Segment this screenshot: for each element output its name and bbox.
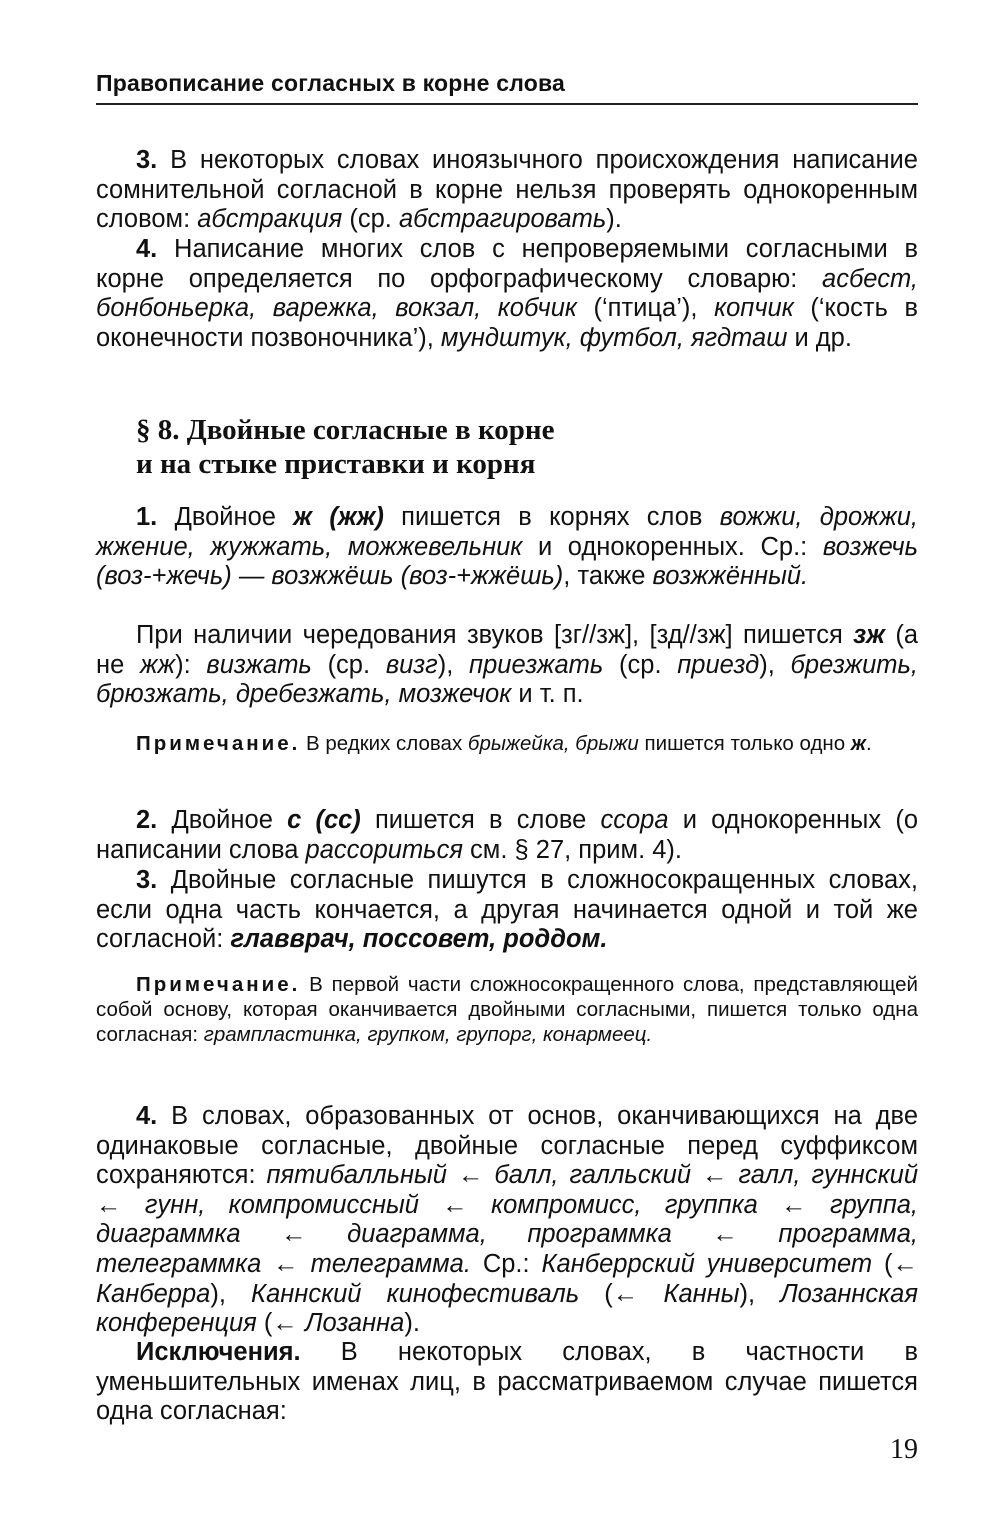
example-words: брезжить, брюзжать, дребезжать, мозжечок	[96, 650, 918, 709]
text: ):	[175, 650, 207, 679]
text: ).	[404, 1309, 420, 1338]
rule-4	[96, 1102, 918, 1339]
section-title-line1: § 8. Двойные согласные в корне	[136, 414, 555, 446]
example-words: главврач, поссовет, роддом.	[230, 925, 608, 954]
item-number: 3.	[136, 866, 158, 894]
rule-1-alternation	[96, 621, 918, 710]
paragraph-3	[96, 146, 918, 235]
example-word: рассориться	[305, 835, 463, 864]
text: Двойные согласные пишутся в сложносокращенных словах, если одна часть кончается, а другая начинается одной и той же согласной:	[96, 866, 918, 954]
text: см. § 27, прим. 4).	[462, 835, 682, 864]
item-number: 1.	[136, 503, 158, 531]
text: и др.	[787, 323, 852, 352]
text: (←	[872, 1249, 918, 1278]
running-head: Правописание согласных в корне слова	[96, 70, 566, 96]
text: и однокоренных. Ср.:	[522, 532, 823, 561]
example-word: копчик	[714, 294, 794, 323]
text: (‘птица’),	[576, 294, 715, 323]
example-word: приезжать	[469, 650, 604, 679]
text: Ср.:	[470, 1249, 542, 1278]
text: ),	[210, 1279, 252, 1308]
text: пишется в корнях слов	[383, 503, 720, 531]
example-word: абстрагировать	[398, 205, 607, 234]
example-words: Канберрский университет	[541, 1249, 873, 1278]
text: и т. п.	[511, 680, 584, 709]
letter-example: жж	[140, 650, 176, 679]
header-rule	[96, 103, 918, 105]
letter-example: ж (жж)	[293, 503, 384, 531]
text: При наличии чередования звуков [зг//зж], [зд//зж] пишется	[136, 621, 854, 649]
item-number: 2.	[136, 806, 158, 834]
note-label: Примечание.	[136, 732, 301, 755]
example-words: пятибалльный ← балл, галльский ← галл, гуннский ← гунн, компромиссный ← компромисс, группка ← группа, диаграммка ← диаграмма, программка ← программа, телеграммка ← телеграмма.	[96, 1161, 918, 1278]
text: ),	[739, 1279, 781, 1308]
item-number: 4.	[136, 1102, 158, 1130]
text: .	[865, 732, 872, 755]
text: В некоторых словах, в частности в уменьшительных именах лиц, в рассматриваемом случае пишется одна согласная:	[96, 1338, 918, 1426]
text: (а не	[96, 621, 919, 679]
example-words: грампластинка, групком, групорг, конармеец.	[203, 1023, 653, 1046]
text: Двойное	[157, 503, 294, 531]
text: (ср.	[311, 650, 386, 679]
text: (←	[256, 1309, 305, 1338]
paragraph-4	[96, 235, 918, 353]
example-word: абстракция	[197, 205, 343, 234]
text: Двойное	[157, 806, 288, 834]
example-words: мундштук, футбол, ягдташ	[440, 323, 788, 352]
section-title	[136, 413, 896, 481]
example-words: асбест, бонбоньерка, варежка, вокзал, кобчик	[96, 264, 918, 323]
item-number: 4.	[136, 235, 158, 263]
letter-example: зж	[853, 621, 885, 649]
example-word: Канберра	[96, 1279, 211, 1308]
example-word: визжать	[206, 650, 312, 679]
letter-example: ж	[850, 732, 866, 755]
note-2	[96, 972, 918, 1047]
example-words: возжечь (воз-+жечь) — возжжёшь (воз-+жжёшь)	[96, 532, 918, 591]
text: В первой части сложносокращенного слова, представляющей собой основу, которая оканчивается двойными согласными, пишется только одна согласная:	[96, 973, 918, 1046]
text: В редких словах	[300, 732, 468, 755]
text: пишется в слове	[360, 806, 601, 834]
text: ).	[606, 205, 622, 234]
text: (ср.	[342, 205, 399, 234]
text: пишется только одно	[638, 732, 851, 755]
text: ),	[437, 650, 470, 679]
rule-2	[96, 806, 918, 865]
example-word: приезд	[677, 650, 760, 679]
text: (←	[579, 1279, 664, 1308]
note-label: Примечание.	[136, 973, 301, 996]
example-word: возжжённый.	[652, 562, 809, 591]
text: ),	[759, 650, 791, 679]
exceptions-label: Исключения.	[136, 1338, 301, 1366]
example-word: Лозанна	[304, 1309, 405, 1338]
example-words: Лозаннская конференция	[96, 1279, 918, 1338]
text: (‘кость в оконечности позвоночника’),	[96, 294, 919, 352]
example-words: вожжи, дрожжи, жжение, жужжать, можжевельник	[96, 503, 919, 561]
item-number: 3.	[136, 146, 158, 174]
text: , также	[563, 562, 653, 591]
example-word: Канны	[663, 1279, 740, 1308]
rule-3	[96, 866, 918, 955]
example-words: Каннский кинофестиваль	[251, 1279, 580, 1308]
letter-example: с (сс)	[287, 806, 361, 834]
text: (ср.	[603, 650, 678, 679]
example-word: визг	[385, 650, 438, 679]
exceptions-paragraph	[96, 1338, 918, 1427]
page-number: 19	[890, 1434, 918, 1465]
example-words: брыжейка, брыжи	[467, 732, 639, 755]
example-word: ссора	[600, 806, 669, 834]
rule-1	[96, 503, 918, 592]
text: В словах, образованных от основ, оканчивающихся на две одинаковые согласные, двойные согласные перед суффиксом сохраняются:	[96, 1102, 918, 1190]
text: и однокоренных (о написании слова	[96, 806, 919, 864]
section-title-line2: и на стыке приставки и корня	[136, 448, 536, 480]
text: В некоторых словах иноязычного происхождения написание сомнительной согласной в корне нельзя проверять однокоренным словом:	[96, 146, 918, 234]
note-1	[96, 731, 918, 756]
text: Написание многих слов с непроверяемыми согласными в корне определяется по орфографическому словарю:	[96, 235, 918, 293]
